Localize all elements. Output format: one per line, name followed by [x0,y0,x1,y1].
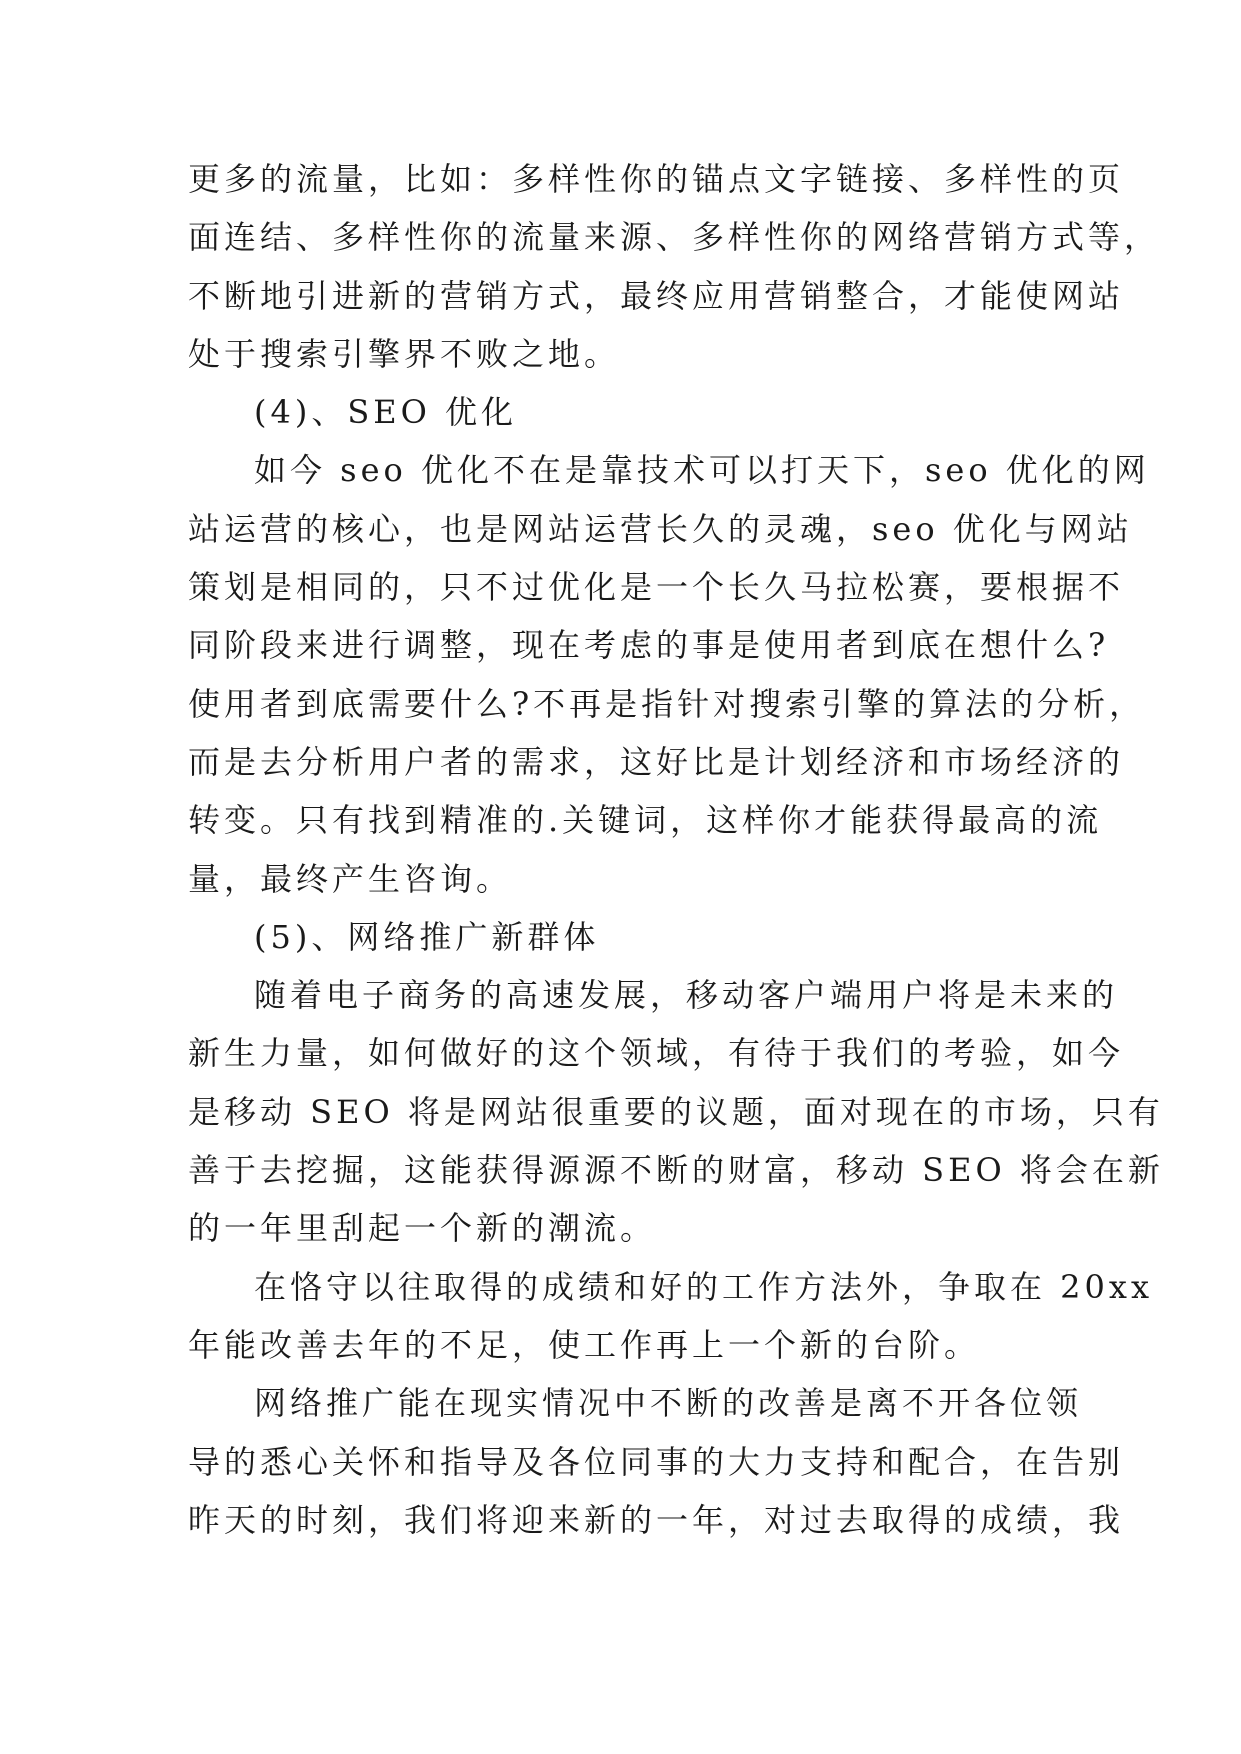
body-text [188,150,1164,1549]
text-line: 量，最终产生咨询。 [188,859,513,898]
text-line: 不断地引进新的营销方式，最终应用营销整合，才能使网站 [188,276,1125,315]
text-line: 同阶段来进行调整，现在考虑的事是使用者到底在想什么? [188,626,1110,665]
text-line: 使用者到底需要什么?不再是指针对搜索引擎的算法的分析， [188,684,1146,723]
text-line: 的一年里刮起一个新的潮流。 [188,1209,657,1248]
text-line: 而是去分析用户者的需求，这好比是计划经济和市场经济的 [188,742,1125,781]
paragraph-start: 在恪守以往取得的成绩和好的工作方法外，争取在 20xx [254,1267,1153,1306]
text-line: 面连结、多样性你的流量来源、多样性你的网络营销方式等， [188,218,1161,257]
text-line: 是移动 SEO 将是网站很重要的议题，面对现在的市场，只有 [188,1092,1164,1131]
text-line: 善于去挖掘，这能获得源源不断的财富，移动 SEO 将会在新 [188,1151,1164,1190]
section-heading-seo: (4)、SEO 优化 [254,393,518,432]
text-line: 昨天的时刻，我们将迎来新的一年，对过去取得的成绩，我 [188,1500,1125,1539]
text-line: 转变。只有找到精准的.关键词，这样你才能获得最高的流 [188,801,1103,840]
paragraph-start: 网络推广能在现实情况中不断的改善是离不开各位领 [254,1384,1083,1423]
text-line: 导的悉心关怀和指导及各位同事的大力支持和配合，在告别 [188,1442,1125,1481]
text-line: 站运营的核心，也是网站运营长久的灵魂，seo 优化与网站 [188,509,1133,548]
section-heading-new-groups: (5)、网络推广新群体 [254,917,600,956]
text-line: 年能改善去年的不足，使工作再上一个新的台阶。 [188,1325,981,1364]
text-line: 策划是相同的，只不过优化是一个长久马拉松赛，要根据不 [188,568,1125,607]
paragraph-start: 随着电子商务的高速发展，移动客户端用户将是未来的 [254,976,1119,1015]
text-line: 处于搜索引擎界不败之地。 [188,334,621,373]
text-line: 更多的流量，比如：多样性你的锚点文字链接、多样性的页 [188,160,1125,198]
paragraph-start: 如今 seo 优化不在是靠技术可以打天下，seo 优化的网 [254,451,1150,490]
text-line: 新生力量，如何做好的这个领域，有待于我们的考验，如今 [188,1034,1125,1073]
